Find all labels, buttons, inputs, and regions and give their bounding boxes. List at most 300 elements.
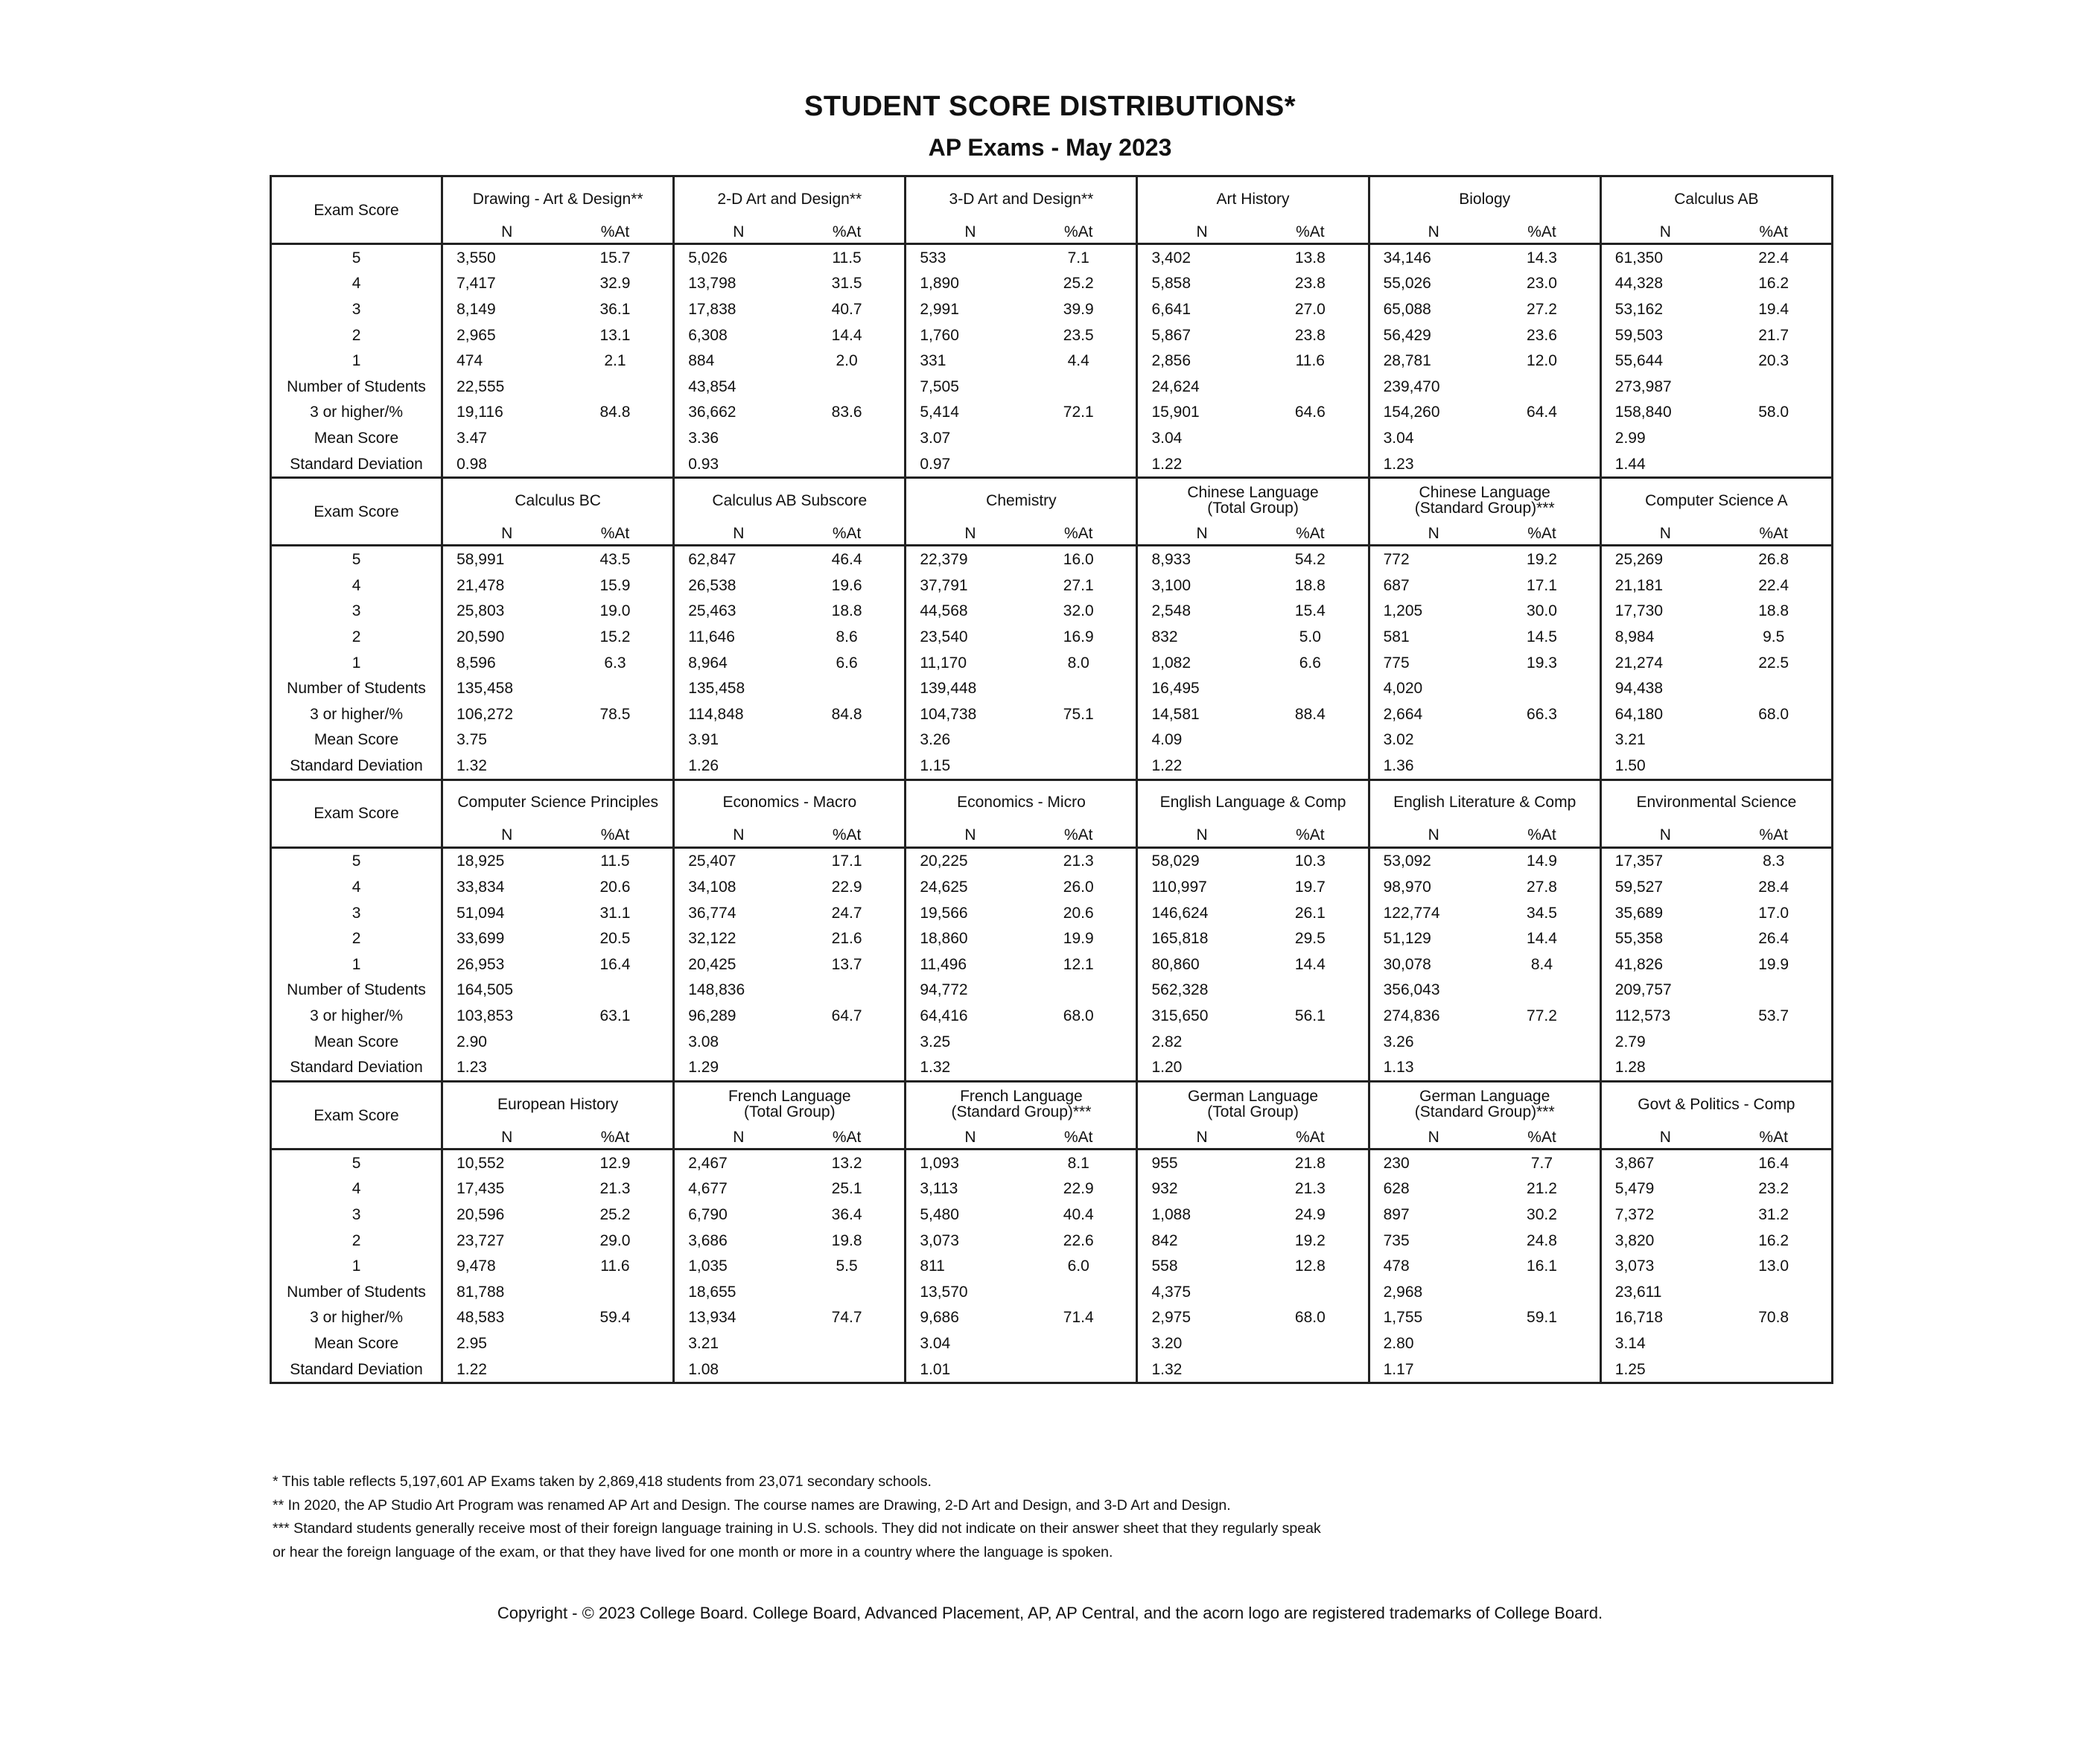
empty-cell [1021,425,1137,451]
n-value: 1.01 [906,1356,1021,1383]
pct-value: 14.3 [1484,244,1600,271]
pct-value: 17.1 [1484,573,1600,599]
pct-value: 22.9 [1021,1176,1137,1202]
score-row [271,296,1833,322]
n-value: 53,162 [1614,300,1663,318]
pct-value: 59.1 [1484,1305,1600,1331]
n-value: 106,272 [456,705,514,723]
exam-header-row [271,478,1833,523]
score-row [271,244,1833,271]
empty-cell [789,374,906,400]
n-value: 154,260 [1383,404,1440,421]
n-value: 58,991 [456,551,505,569]
n-value: 478 [1383,1257,1410,1275]
n-value: 2.80 [1383,1334,1414,1352]
n-value: 2,968 [1383,1283,1423,1301]
pct-value: 58.0 [1716,400,1832,426]
empty-cell [789,675,906,701]
n-value: 3.47 [456,429,487,447]
pct-value: 22.4 [1716,244,1832,271]
pct-value: 64.6 [1253,400,1369,426]
n-value: 51,129 [1383,930,1431,948]
n-value: 8,596 [456,654,496,672]
n-value: 11,496 [920,955,967,973]
column-header-row [271,522,1833,546]
exam-name-group: (Standard Group)*** [951,1103,1092,1121]
pct-value: 17.1 [789,847,906,874]
pct-value: 21.3 [1253,1176,1369,1202]
n-value: 114,848 [688,705,744,723]
row-label: Standard Deviation [271,753,442,779]
empty-cell [1253,374,1369,400]
row-label: 3 [271,599,442,625]
n-value: 3,867 [1614,1154,1655,1172]
n-value: 19,566 [920,904,968,922]
row-label: 2 [271,322,442,348]
n-value: 1,755 [1383,1309,1423,1327]
pct-column-header: %At [1253,1126,1369,1150]
standard-deviation-row [271,451,1833,478]
n-value: 35,689 [1614,904,1663,922]
n-value: 65,088 [1383,300,1431,318]
exam-name-header [1137,1082,1369,1126]
exam-name-header [1137,176,1369,221]
row-label: Number of Students [271,978,442,1004]
pct-column-header: %At [1021,1126,1137,1150]
pct-value: 2.0 [789,348,906,374]
pct-column-header: %At [789,824,906,848]
empty-cell [1253,727,1369,753]
n-value: 0.98 [442,451,558,478]
n-value: 3.21 [1614,731,1646,749]
empty-cell [1716,978,1832,1004]
pct-column-header: %At [1253,220,1369,244]
empty-cell [1484,727,1600,753]
copyright-notice: Copyright - © 2023 College Board. College Board, Advanced Placement, AP, AP Central, and the acorn logo are registered trademarks of College Board. [497,1604,1603,1622]
pct-value: 6.6 [1253,650,1369,676]
pct-value: 25.2 [1021,271,1137,297]
n-value: 55,026 [1383,275,1431,293]
n-value: 139,448 [920,680,977,698]
pct-value: 21.6 [789,925,906,951]
pct-value: 12.0 [1484,348,1600,374]
exam-name-header [1600,779,1832,824]
n-value: 3,686 [688,1231,728,1249]
n-value: 1.50 [1600,753,1716,779]
pct-value: 13.0 [1716,1253,1832,1279]
n-value: 20,596 [456,1206,505,1224]
pct-value: 23.8 [1253,271,1369,297]
exam-name-header [442,1082,674,1126]
pct-value: 19.2 [1484,546,1600,573]
pct-value: 14.4 [1484,925,1600,951]
n-value: 55,644 [1614,352,1663,370]
exam-name-header [1600,1082,1832,1126]
n-value: 164,505 [456,981,514,999]
n-value: 331 [920,352,946,370]
n-column-header: N [1369,824,1484,848]
exam-name-header [442,478,674,523]
n-value: 5,026 [688,249,728,267]
n-value: 13,570 [920,1283,968,1301]
pct-value: 19.6 [789,573,906,599]
n-column-header: N [1369,522,1484,546]
n-column-header: N [442,220,558,244]
n-value: 1.28 [1600,1054,1716,1081]
n-value: 3,113 [920,1180,958,1198]
empty-cell [558,1029,674,1055]
pct-value: 31.2 [1716,1202,1832,1228]
n-value: 3.04 [1383,429,1414,447]
n-value: 2.82 [1151,1033,1183,1050]
number-of-students-row [271,374,1833,400]
pct-value: 19.4 [1716,296,1832,322]
pct-value: 25.1 [789,1176,906,1202]
pct-value: 19.7 [1253,874,1369,900]
n-value: 9,686 [920,1309,959,1327]
exam-name: European History [497,1095,619,1113]
n-column-header: N [1600,824,1716,848]
pct-value: 36.4 [789,1202,906,1228]
n-value: 13,934 [688,1309,736,1327]
pct-value: 9.5 [1716,624,1832,650]
n-value: 775 [1383,654,1410,672]
pct-value: 54.2 [1253,546,1369,573]
n-column-header: N [906,522,1021,546]
empty-cell [558,1356,674,1383]
empty-cell [789,1029,906,1055]
pct-value: 6.3 [558,650,674,676]
n-value: 36,774 [688,904,736,922]
pct-value: 32.0 [1021,599,1137,625]
row-label: 3 [271,1202,442,1228]
pct-value: 28.4 [1716,874,1832,900]
pct-value: 8.1 [1021,1150,1137,1176]
n-value: 110,997 [1151,879,1207,896]
n-value: 842 [1151,1231,1178,1249]
n-value: 22,555 [456,377,505,395]
n-value: 1.15 [906,753,1021,779]
empty-cell [789,1054,906,1081]
row-label: 2 [271,1228,442,1254]
pct-value: 7.7 [1484,1150,1600,1176]
empty-cell [1253,1279,1369,1305]
row-label: 3 [271,296,442,322]
exam-name: Chemistry [986,491,1057,509]
pct-value: 34.5 [1484,900,1600,926]
empty-cell [1484,374,1600,400]
exam-name-header [674,176,906,221]
n-value: 628 [1383,1180,1410,1198]
pct-value: 59.4 [558,1305,674,1331]
n-value: 4,375 [1151,1283,1191,1301]
n-value: 932 [1151,1180,1178,1198]
row-label: Number of Students [271,374,442,400]
exam-name-header [674,478,906,523]
row-label: Standard Deviation [271,1356,442,1383]
n-value: 1.22 [442,1356,558,1383]
empty-cell [558,374,674,400]
n-value: 21,478 [456,576,505,594]
empty-cell [1484,753,1600,779]
exam-name: Environmental Science [1636,794,1797,812]
pct-value: 29.5 [1253,925,1369,951]
pct-value: 20.6 [558,874,674,900]
n-value: 64,180 [1614,705,1663,723]
row-label: 3 [271,900,442,926]
empty-cell [1253,1054,1369,1081]
n-value: 104,738 [920,705,977,723]
n-value: 1,088 [1151,1206,1191,1224]
n-column-header: N [674,824,789,848]
pct-value: 39.9 [1021,296,1137,322]
n-value: 34,146 [1383,249,1431,267]
empty-cell [1253,425,1369,451]
pct-value: 25.2 [558,1202,674,1228]
pct-value: 20.5 [558,925,674,951]
exam-score-label: Exam Score [271,478,442,546]
pct-value: 12.9 [558,1150,674,1176]
pct-value: 22.4 [1716,573,1832,599]
pct-value: 23.0 [1484,271,1600,297]
pct-value: 18.8 [1716,599,1832,625]
empty-cell [1021,374,1137,400]
n-value: 20,590 [456,628,505,645]
empty-cell [1021,1054,1137,1081]
n-value: 22,379 [920,551,968,569]
row-label: 3 or higher/% [271,1003,442,1029]
mean-score-row [271,425,1833,451]
n-value: 832 [1151,628,1178,645]
pct-value: 68.0 [1021,1003,1137,1029]
empty-cell [1716,1054,1832,1081]
column-header-row [271,220,1833,244]
empty-cell [1716,1356,1832,1383]
three-or-higher-row [271,701,1833,727]
n-column-header: N [1137,824,1253,848]
exam-header-row [271,1082,1833,1126]
pct-value: 13.1 [558,322,674,348]
pct-value: 68.0 [1253,1305,1369,1331]
score-row [271,599,1833,625]
empty-cell [558,978,674,1004]
n-value: 36,662 [688,404,736,421]
n-value: 17,838 [688,300,736,318]
pct-column-header: %At [558,824,674,848]
exam-name: Chinese Language [1187,484,1319,502]
score-row [271,271,1833,297]
empty-cell [789,753,906,779]
empty-cell [1253,1356,1369,1383]
exam-name-group: (Standard Group)*** [1414,500,1555,517]
n-column-header: N [1600,1126,1716,1150]
n-value: 5,479 [1614,1180,1655,1198]
n-value: 2.79 [1614,1033,1646,1050]
exam-name: Biology [1459,190,1511,208]
n-value: 3,073 [920,1231,959,1249]
n-value: 3.04 [1151,429,1183,447]
n-value: 44,328 [1614,275,1663,293]
pct-value: 5.0 [1253,624,1369,650]
n-value: 209,757 [1614,981,1672,999]
pct-value: 11.5 [789,244,906,271]
exam-name-header [1369,478,1600,523]
row-label: 1 [271,650,442,676]
n-value: 37,791 [920,576,968,594]
n-value: 11,646 [688,628,735,645]
empty-cell [1484,978,1600,1004]
pct-value: 27.1 [1021,573,1137,599]
pct-value: 21.8 [1253,1150,1369,1176]
pct-column-header: %At [558,220,674,244]
n-value: 98,970 [1383,879,1431,896]
pct-value: 74.7 [789,1305,906,1331]
pct-value: 71.4 [1021,1305,1137,1331]
n-value: 32,122 [688,930,736,948]
n-column-header: N [1137,522,1253,546]
row-label: Mean Score [271,1330,442,1356]
n-value: 1.13 [1369,1054,1484,1081]
row-label: 2 [271,925,442,951]
exam-name: English Literature & Comp [1393,794,1576,812]
n-value: 3.75 [456,731,487,749]
n-value: 3.25 [920,1033,951,1050]
n-value: 5,480 [920,1206,959,1224]
pct-value: 40.7 [789,296,906,322]
n-column-header: N [674,220,789,244]
n-value: 1,760 [920,326,959,344]
n-column-header: N [1369,1126,1484,1150]
exam-name-group: (Total Group) [1207,500,1299,517]
pct-value: 13.2 [789,1150,906,1176]
n-value: 62,847 [688,551,736,569]
empty-cell [789,425,906,451]
n-value: 1.23 [1369,451,1484,478]
pct-value: 6.0 [1021,1253,1137,1279]
n-value: 1.20 [1137,1054,1253,1081]
score-row [271,847,1833,874]
empty-cell [1716,675,1832,701]
pct-value: 83.6 [789,400,906,426]
exam-name: Computer Science Principles [457,794,658,812]
n-column-header: N [1600,220,1716,244]
n-value: 25,269 [1614,551,1663,569]
n-value: 14,581 [1151,705,1200,723]
n-value: 112,573 [1614,1007,1671,1025]
n-value: 17,357 [1614,852,1663,870]
pct-value: 32.9 [558,271,674,297]
n-column-header: N [1600,522,1716,546]
pct-value: 19.9 [1021,925,1137,951]
row-label: 1 [271,1253,442,1279]
n-value: 1,093 [920,1154,959,1172]
row-label: Standard Deviation [271,1054,442,1081]
n-value: 59,503 [1614,326,1663,344]
empty-cell [789,1330,906,1356]
pct-value: 8.0 [1021,650,1137,676]
empty-cell [558,1279,674,1305]
n-value: 1.17 [1369,1356,1484,1383]
row-label: 5 [271,1150,442,1176]
pct-value: 19.3 [1484,650,1600,676]
pct-value: 15.4 [1253,599,1369,625]
row-label: 4 [271,573,442,599]
exam-name: German Language [1419,1088,1550,1106]
standard-deviation-row [271,753,1833,779]
score-row [271,1176,1833,1202]
score-row [271,573,1833,599]
n-value: 80,860 [1151,955,1200,973]
empty-cell [1021,1279,1137,1305]
n-value: 1.23 [442,1054,558,1081]
empty-cell [1484,451,1600,478]
n-value: 24,625 [920,879,968,896]
page-subtitle: AP Exams - May 2023 [928,134,1172,161]
footnote-4: or hear the foreign language of the exam, or that they have lived for one month or more in a country where the language is spoken. [273,1543,1113,1560]
score-row [271,925,1833,951]
row-label: 3 or higher/% [271,1305,442,1331]
pct-value: 14.5 [1484,624,1600,650]
n-value: 53,092 [1383,852,1431,870]
mean-score-row [271,727,1833,753]
empty-cell [1021,451,1137,478]
pct-value: 23.2 [1716,1176,1832,1202]
exam-name-header [1137,478,1369,523]
n-value: 1,205 [1383,602,1423,620]
pct-value: 77.2 [1484,1003,1600,1029]
exam-name: French Language [960,1088,1083,1106]
pct-value: 21.3 [558,1176,674,1202]
empty-cell [1021,1356,1137,1383]
n-value: 25,407 [688,852,736,870]
empty-cell [1716,451,1832,478]
empty-cell [1716,727,1832,753]
n-value: 1.32 [906,1054,1021,1081]
pct-value: 7.1 [1021,244,1137,271]
column-header-row [271,824,1833,848]
n-value: 2,856 [1151,352,1191,370]
n-value: 3,550 [456,249,496,267]
n-value: 44,568 [920,602,968,620]
exam-name-header [1369,176,1600,221]
n-value: 230 [1383,1154,1410,1172]
pct-column-header: %At [558,522,674,546]
n-value: 687 [1383,576,1410,594]
pct-value: 22.6 [1021,1228,1137,1254]
exam-name-header [906,176,1137,221]
n-value: 897 [1383,1206,1410,1224]
exam-name: Computer Science A [1645,491,1788,509]
footnote-3: *** Standard students generally receive most of their foreign language training in U.S. schools. They did not indicate on their answer sheet that they regularly speak [273,1520,1321,1537]
n-value: 23,611 [1614,1283,1662,1301]
empty-cell [1716,1029,1832,1055]
row-label: 5 [271,546,442,573]
n-value: 4,020 [1383,680,1423,698]
page-title: STUDENT SCORE DISTRIBUTIONS* [804,91,1296,122]
exam-name-header [442,176,674,221]
n-value: 51,094 [456,904,505,922]
pct-value: 8.4 [1484,951,1600,978]
pct-value: 22.5 [1716,650,1832,676]
n-value: 3,820 [1614,1231,1655,1249]
pct-column-header: %At [1716,1126,1832,1150]
pct-column-header: %At [789,522,906,546]
empty-cell [1253,1029,1369,1055]
n-value: 103,853 [456,1007,514,1025]
n-column-header: N [442,824,558,848]
n-value: 33,834 [456,879,505,896]
pct-value: 16.4 [1716,1150,1832,1176]
